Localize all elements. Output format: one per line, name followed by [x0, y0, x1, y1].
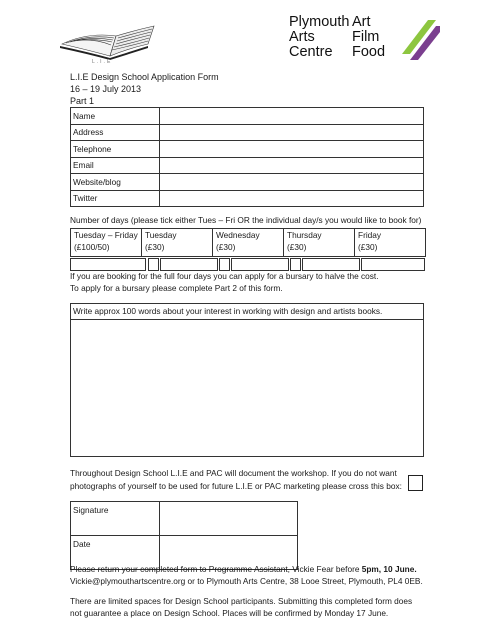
limited-spaces-text: not guarantee a place on Design School. Places will be confirmed by Monday 17 June.: [70, 608, 389, 618]
wednesday-checkbox[interactable]: [219, 258, 230, 271]
date-label: Date: [71, 536, 160, 570]
telephone-label: Telephone: [71, 141, 160, 158]
day-name: Tuesday: [145, 230, 177, 240]
photo-consent-text: Throughout Design School L.I.E and PAC will document the workshop. If you do not want: [70, 468, 397, 478]
address-label: Address: [71, 124, 160, 141]
website-label: Website/blog: [71, 174, 160, 191]
table-row: [71, 124, 424, 141]
thursday-checkbox[interactable]: [290, 258, 301, 271]
twitter-label: Twitter: [71, 190, 160, 207]
return-instructions: [70, 564, 417, 575]
address-field[interactable]: [160, 124, 424, 141]
pac-word: Film: [352, 29, 380, 45]
interest-textarea[interactable]: [70, 303, 424, 457]
tuesday-friday-checkbox[interactable]: [70, 258, 146, 271]
table-row: [71, 157, 424, 174]
interest-prompt-row: [71, 304, 423, 320]
email-label: Email: [71, 157, 160, 174]
pac-word: Plymouth: [289, 14, 350, 30]
pac-tagline-column: [352, 15, 385, 60]
lie-logo-mark: L.I.E: [92, 59, 113, 65]
name-label: Name: [71, 108, 160, 125]
email-field[interactable]: [160, 157, 424, 174]
photo-optout-checkbox[interactable]: [408, 475, 423, 491]
table-row: [71, 108, 424, 125]
day-price: (£30): [216, 242, 236, 252]
table-row: [71, 502, 298, 536]
telephone-field[interactable]: [160, 141, 424, 158]
table-row: [71, 174, 424, 191]
day-price: (£30): [358, 242, 378, 252]
twitter-field[interactable]: [160, 190, 424, 207]
website-field[interactable]: [160, 174, 424, 191]
lie-book-logo: [58, 16, 158, 62]
bursary-text: If you are booking for the full four days you can apply for a bursary to halve the cost.: [70, 271, 379, 281]
details-table: [70, 107, 424, 207]
day-option-tuesday: [141, 229, 213, 256]
pac-word: Centre: [289, 44, 333, 60]
tuesday-tick-area[interactable]: [160, 258, 218, 271]
name-field[interactable]: [160, 108, 424, 125]
day-price: (£30): [145, 242, 165, 252]
day-name: Thursday: [287, 230, 322, 240]
pac-word: Food: [352, 44, 386, 60]
day-price: (£30): [287, 242, 307, 252]
form-dates: 16 – 19 July 2013: [70, 84, 142, 94]
part-label: Part 1: [70, 96, 95, 106]
table-row: [71, 141, 424, 158]
pac-name-column: [289, 15, 349, 60]
divider: [70, 256, 426, 257]
wednesday-tick-area[interactable]: [231, 258, 289, 271]
pac-word: Art: [352, 14, 371, 30]
return-text: Please return your completed form to Programme Assistant, Vickie Fear before: [70, 564, 362, 574]
day-name: Friday: [358, 230, 382, 240]
limited-spaces-text: There are limited spaces for Design School participants. Submitting this completed form does: [70, 596, 413, 606]
days-instruction: Number of days (please tick either Tues – Fri OR the individual day/s you would like to book for): [70, 215, 422, 225]
table-row: [71, 190, 424, 207]
day-option-thursday: [283, 229, 355, 256]
day-price: (£100/50): [74, 242, 110, 252]
interest-prompt: Write approx 100 words about your interest in working with design and artists books.: [73, 306, 383, 316]
day-name: Tuesday – Friday: [74, 230, 138, 240]
pac-word: Arts: [289, 29, 315, 45]
day-option-friday: [354, 229, 426, 256]
pac-stripes-logo: [398, 14, 440, 64]
signature-field[interactable]: [160, 502, 298, 536]
return-address: Vickie@plymouthartscentre.org or to Plymouth Arts Centre, 38 Looe Street, Plymouth, PL4 0EB.: [70, 576, 423, 586]
deadline-text: 5pm, 10 June.: [361, 564, 417, 574]
bursary-text: To apply for a bursary please complete Part 2 of this form.: [70, 283, 283, 293]
form-title: L.I.E Design School Application Form: [70, 72, 219, 82]
signature-label: Signature: [71, 502, 160, 536]
friday-checkbox[interactable]: [361, 258, 425, 271]
signature-table: [70, 501, 298, 570]
photo-consent-text: photographs of yourself to be used for future L.I.E or PAC marketing please cross this box:: [70, 481, 402, 491]
tuesday-checkbox[interactable]: [148, 258, 159, 271]
day-option-tuesday-friday: [70, 229, 142, 256]
day-option-wednesday: [212, 229, 284, 256]
day-name: Wednesday: [216, 230, 260, 240]
thursday-tick-area[interactable]: [302, 258, 360, 271]
